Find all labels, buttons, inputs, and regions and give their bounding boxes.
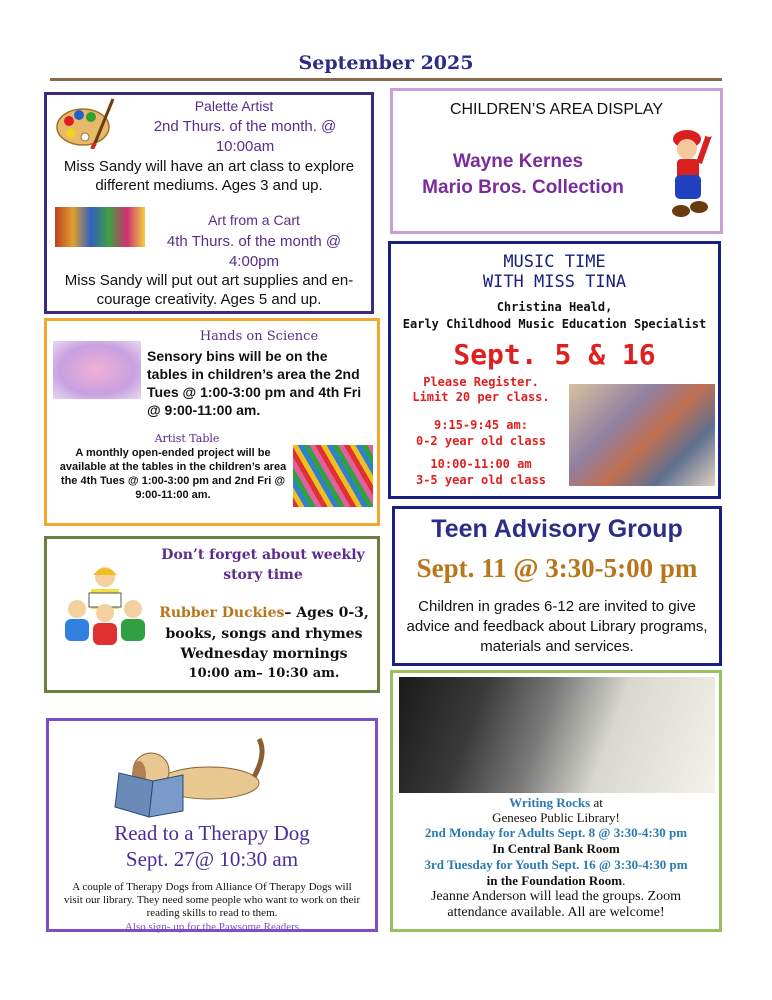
music-presenter: Christina Heald, (496, 300, 613, 314)
music-class-2: 3-5 year old class (415, 473, 547, 487)
writing-adults: 2nd Monday for Adults Sept. 8 @ 3:30-4:30 pm (424, 825, 688, 840)
teen-box (392, 506, 722, 666)
science-desc: Sensory bins will be on the tables in children’s area the 2nd Tues @ 1:00-3:00 pm and 4th Fri @ 9:00-11:00 am. (147, 348, 362, 418)
story-heading: Don’t forget about weekly story time (161, 547, 365, 583)
teen-title: Teen Advisory Group (431, 515, 683, 543)
story-line3: Wednesday mornings (180, 646, 348, 662)
children-reading-illustration (55, 563, 155, 649)
writing-box (390, 670, 722, 932)
teen-desc: Children in grades 6-12 are invited to give advice and feedback about Library programs, materials and services. (406, 598, 708, 655)
writing-line1 (393, 795, 719, 811)
display-name: Wayne Kernes (452, 151, 584, 172)
music-box (388, 241, 721, 499)
music-time-1: 9:15-9:45 am: (434, 418, 528, 432)
science-box (44, 318, 380, 526)
dog-signup: Also sign- up for the Pawsome Readers (124, 921, 300, 933)
music-limit: Limit 20 per class. (412, 390, 550, 404)
dog-date: Sept. 27@ 10:30 am (125, 847, 299, 871)
music-title-line2: WITH MISS TINA (482, 272, 627, 292)
crayons-photo (293, 445, 373, 507)
writing-room-1: In Central Bank Room (492, 841, 620, 856)
art-cart-when: 4th Thurs. of the month @ 4:00pm (166, 233, 342, 270)
display-collection: Mario Bros. Collection (422, 177, 624, 198)
artist-table-title: Artist Table (154, 432, 220, 445)
writing-at: at (590, 795, 603, 810)
title-divider (50, 78, 722, 81)
teen-date: Sept. 11 @ 3:30-5:00 pm (416, 553, 698, 583)
music-class-photo (569, 384, 715, 486)
palette-artist-when: 2nd Thurs. of the month. @ 10:00am (153, 118, 337, 155)
writing-room-2: in the Foundation Room (486, 873, 623, 888)
writing-photo (399, 677, 715, 793)
music-class-1: 0-2 year old class (415, 434, 547, 448)
writing-lead: Jeanne Anderson will lead the groups. Zoom attendance available. All are welcome! (430, 889, 681, 920)
writing-youth: 3rd Tuesday for Youth Sept. 16 @ 3:30-4:30 pm (424, 857, 688, 872)
palette-artist-box (44, 92, 374, 314)
art-cart-desc: Miss Sandy will put out art supplies and en-courage creativity. Ages 5 and up. (64, 272, 354, 308)
reading-dog-illustration (109, 733, 269, 819)
mario-figure (663, 125, 713, 225)
art-cart-title: Art from a Cart (208, 212, 300, 228)
display-heading: CHILDREN’S AREA DISPLAY (449, 101, 664, 118)
art-cart-photo (55, 207, 145, 247)
writing-rocks-name: Writing Rocks (509, 795, 591, 810)
sensory-bin-photo (53, 341, 141, 399)
story-ages: – Ages 0-3, (284, 605, 369, 621)
page-title: September 2025 (298, 52, 474, 74)
music-register: Please Register. (423, 375, 539, 389)
science-title: Hands on Science (199, 329, 319, 344)
music-title-line1: MUSIC TIME (503, 252, 606, 272)
story-box (44, 536, 380, 693)
story-line4: 10:00 am– 10:30 am. (188, 666, 340, 681)
writing-room-2-line (393, 873, 719, 889)
writing-place: Geneseo Public Library! (492, 810, 620, 825)
palette-artist-desc: Miss Sandy will have an art class to explore different mediums. Ages 3 and up. (63, 158, 355, 194)
dog-desc: A couple of Therapy Dogs from Alliance Of Therapy Dogs will visit our library. They need some people who want to work on their reading skills to read to them. (63, 881, 361, 919)
artist-table-desc: A monthly open-ended project will be available at the tables in the children’s area the 4th Tues @ 1:00-3:00 pm and 2nd Fri @ 9:00-11:00 am. (59, 447, 287, 501)
music-dates: Sept. 5 & 16 (453, 338, 656, 371)
rubber-duckies-name: Rubber Duckies (159, 605, 285, 621)
palette-artist-title: Palette Artist (194, 98, 274, 114)
music-time-2: 10:00-11:00 am (430, 457, 532, 471)
story-line1 (155, 605, 373, 621)
music-role: Early Childhood Music Education Specialist (402, 317, 707, 331)
display-box (390, 88, 723, 234)
writing-room-2-end: . (622, 873, 626, 888)
dog-box (46, 718, 378, 932)
story-line2: books, songs and rhymes (165, 626, 363, 642)
dog-title: Read to a Therapy Dog (114, 821, 310, 845)
